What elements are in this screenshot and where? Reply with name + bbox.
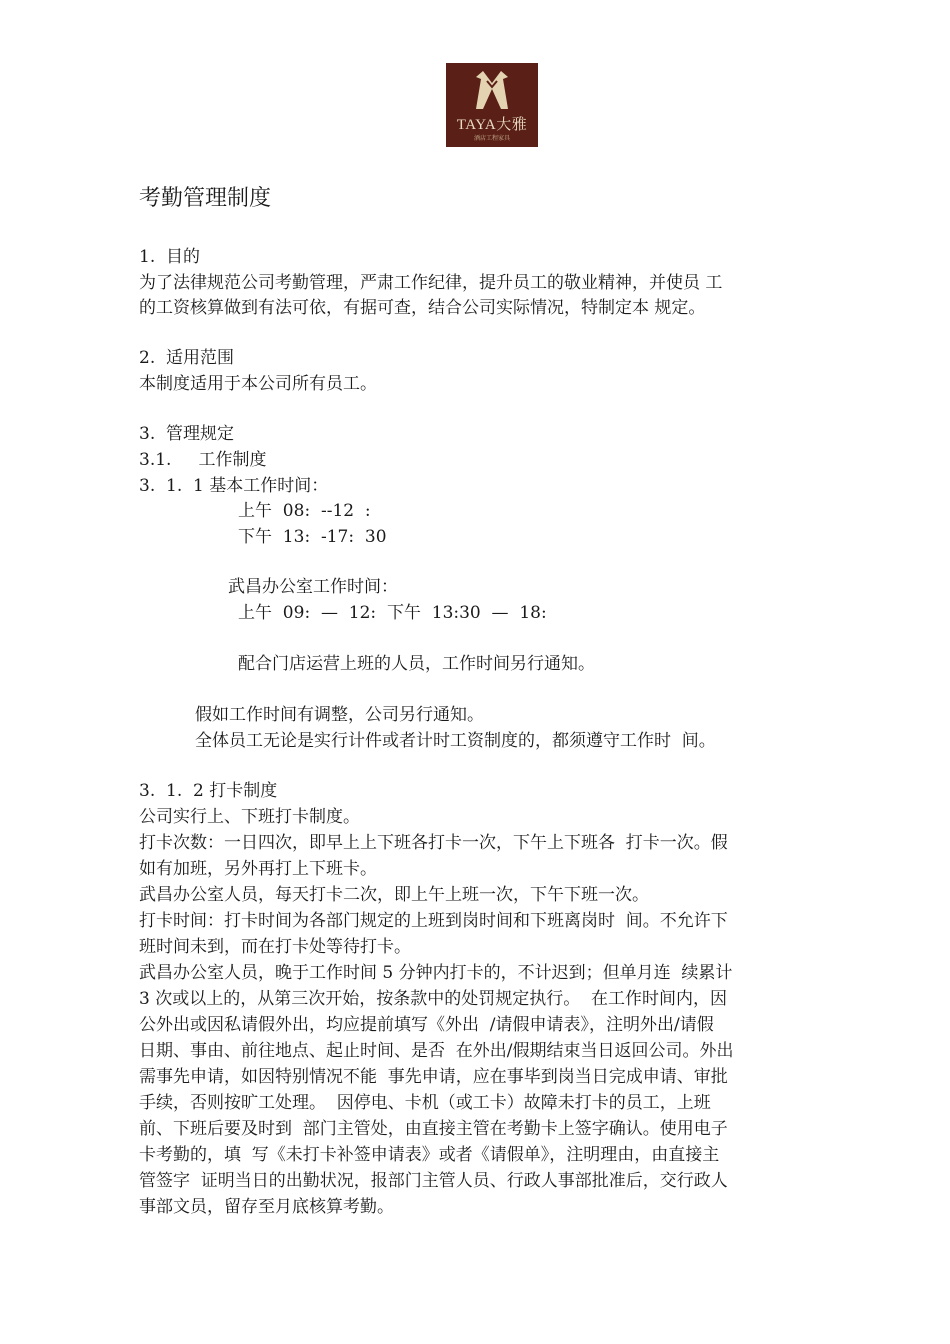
section-heading: 1. 目的	[139, 247, 201, 267]
paragraph-line: 本制度适用于本公司所有员工。	[139, 374, 377, 394]
paragraph-line: 武昌办公室人员，每天打卡二次，即上午上班一次，下午下班一次。	[139, 885, 649, 905]
company-logo	[446, 63, 538, 147]
paragraph-line: 的工资核算做到有法可依，有据可查，结合公司实际情况，特制定本 规定。	[139, 298, 706, 318]
logo-brand-text: TAYA大雅	[456, 117, 528, 133]
logo-emblem-icon	[473, 69, 511, 113]
section-heading: 3. 管理规定	[139, 424, 235, 444]
paragraph-line: 卡考勤的，填 写《未打卡补签申请表》或者《请假单》，注明理由，由直接主	[139, 1145, 720, 1165]
paragraph-line: 手续，否则按旷工处理。 因停电、卡机（或工卡）故障未打卡的员工，上班	[139, 1093, 711, 1113]
paragraph-line: 打卡次数：一日四次，即早上上下班各打卡一次，下午上下班各 打卡一次。假	[139, 833, 728, 853]
subsection-heading: 3.1. 工作制度	[139, 450, 267, 470]
paragraph-line: 管签字 证明当日的出勤状况，报部门主管人员、行政人事部批准后，交行政人	[139, 1171, 728, 1191]
paragraph-line: 配合门店运营上班的人员，工作时间另行通知。	[238, 654, 595, 674]
paragraph-line: 需事先申请，如因特别情况不能 事先申请，应在事毕到岗当日完成申请、审批	[139, 1067, 728, 1087]
schedule-heading: 武昌办公室工作时间：	[228, 577, 398, 597]
schedule-line: 上午 08: --12 :	[238, 501, 371, 521]
section-heading: 2. 适用范围	[139, 348, 235, 368]
paragraph-line: 假如工作时间有调整，公司另行通知。	[195, 705, 484, 725]
paragraph-line: 事部文员，留存至月底核算考勤。	[139, 1197, 394, 1217]
document-title: 考勤管理制度	[139, 186, 272, 211]
logo-sub-text: 酒店工程家具	[473, 135, 510, 142]
subsection-heading: 3. 1. 1 基本工作时间：	[139, 476, 329, 496]
paragraph-line: 前、下班后要及时到 部门主管处，由直接主管在考勤卡上签字确认。使用电子	[139, 1119, 728, 1139]
paragraph-line: 打卡时间：打卡时间为各部门规定的上班到岗时间和下班离岗时 间。不允许下	[139, 911, 728, 931]
schedule-line: 下午 13: -17: 30	[238, 527, 387, 547]
paragraph-line: 公外出或因私请假外出，均应提前填写《外出 /请假申请表》，注明外出/请假	[139, 1015, 714, 1035]
paragraph-line: 日期、事由、前往地点、起止时间、是否 在外出/假期结束当日返回公司。外出	[139, 1041, 734, 1061]
paragraph-line: 为了法律规范公司考勤管理，严肃工作纪律，提升员工的敬业精神，并使员 工	[139, 273, 723, 293]
subsection-heading: 3. 1. 2 打卡制度	[139, 781, 278, 801]
paragraph-line: 3 次或以上的，从第三次开始，按条款中的处罚规定执行。 在工作时间内，因	[139, 989, 728, 1009]
paragraph-line: 公司实行上、下班打卡制度。	[139, 807, 360, 827]
paragraph-line: 武昌办公室人员，晚于工作时间 5 分钟内打卡的，不计迟到；但单月连 续累计	[139, 963, 733, 983]
paragraph-line: 全体员工无论是实行计件或者计时工资制度的，都须遵守工作时 间。	[195, 731, 716, 751]
paragraph-line: 如有加班，另外再打上下班卡。	[139, 859, 377, 879]
paragraph-line: 班时间未到，而在打卡处等待打卡。	[139, 937, 411, 957]
schedule-line: 上午 09: — 12: 下午 13:30 — 18:	[238, 603, 547, 623]
